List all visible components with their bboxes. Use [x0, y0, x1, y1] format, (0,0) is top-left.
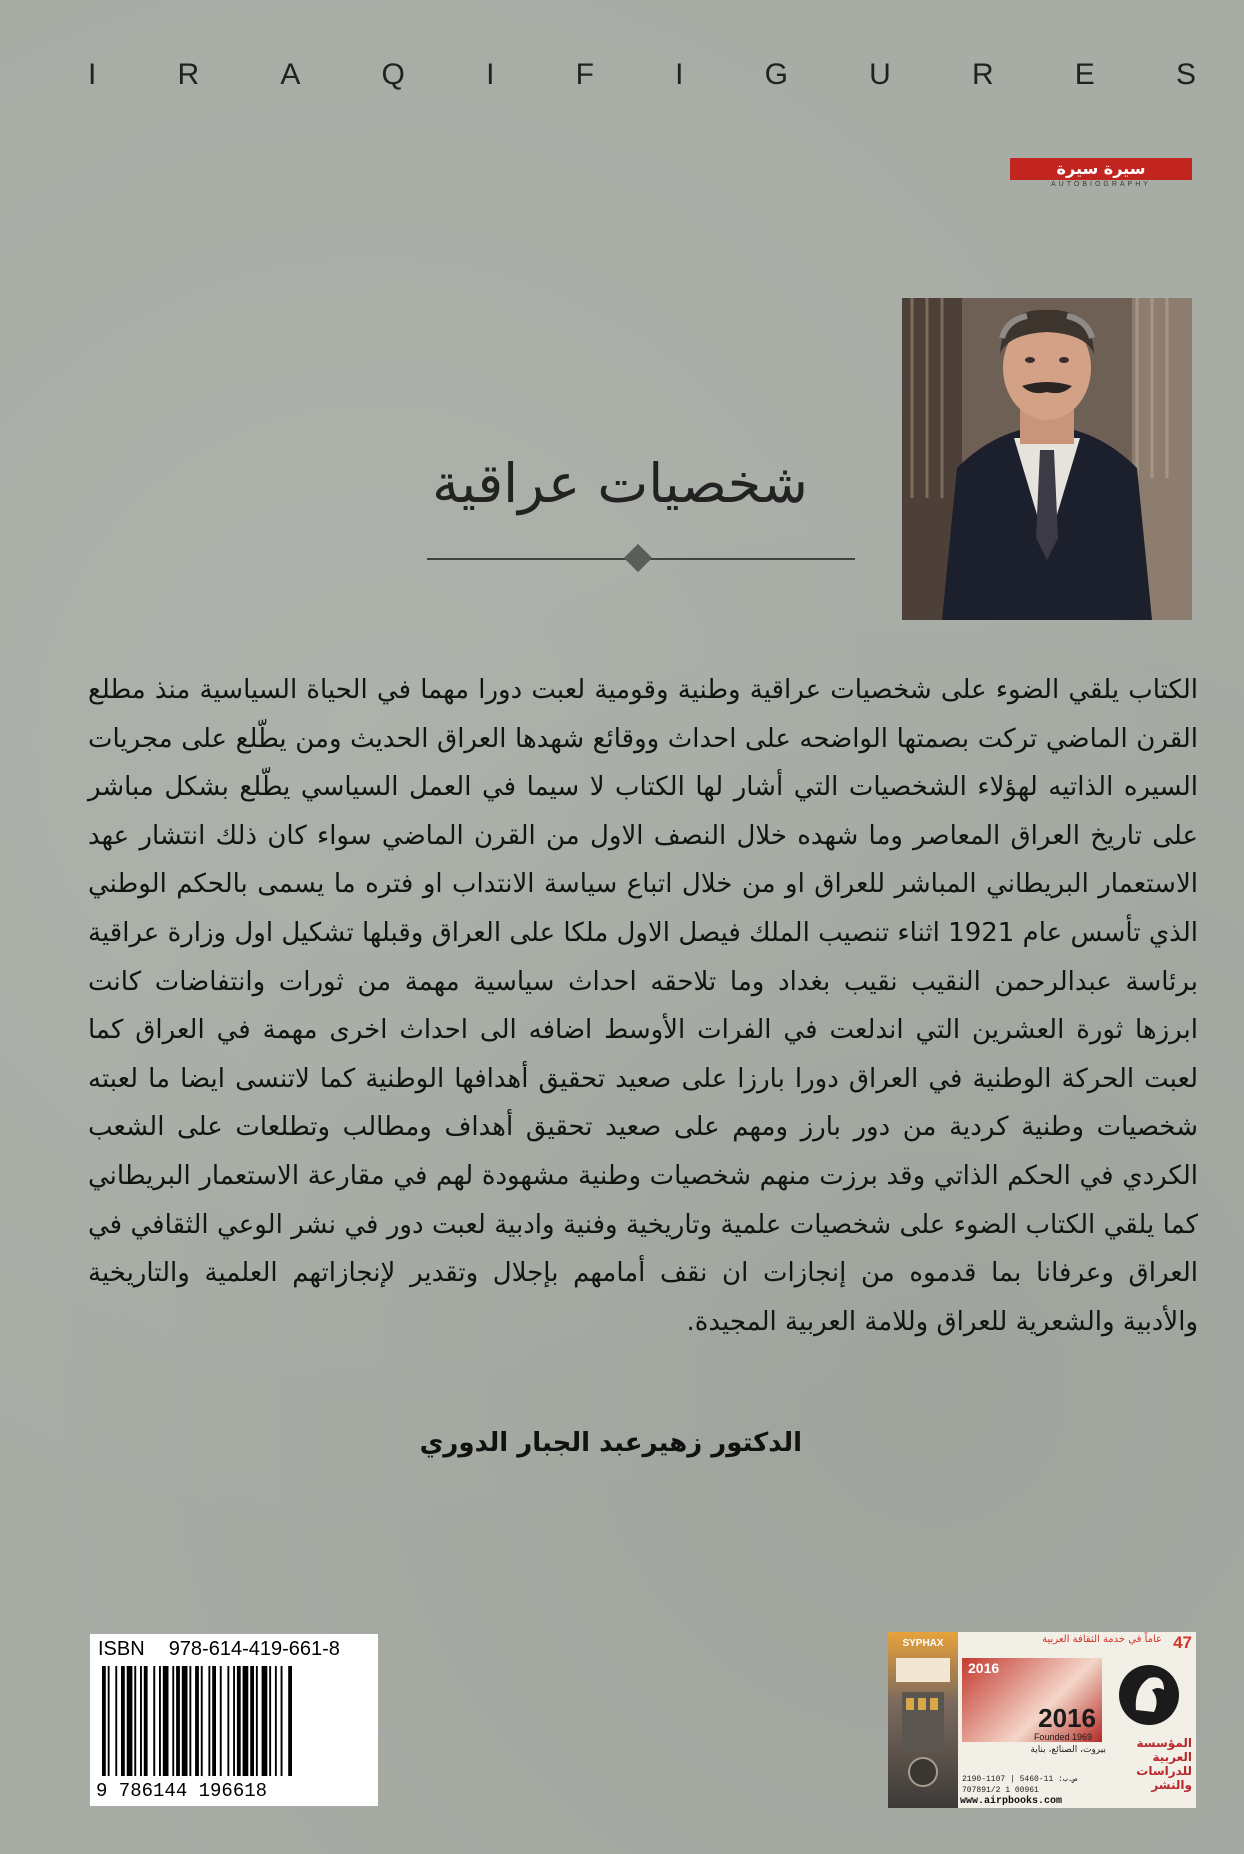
barcode-bar — [176, 1666, 180, 1776]
series-title — [88, 58, 1196, 92]
autobiography-logo — [1010, 158, 1192, 188]
isbn-barcode — [90, 1634, 378, 1806]
imprint-cover-icon — [888, 1632, 958, 1808]
publisher-phone: 2190-1107 ص.ب: 11-5460 | 00961 1 707891/2 — [962, 1775, 1078, 1795]
barcode-icon — [98, 1666, 370, 1778]
series-letter: R — [971, 58, 994, 91]
isbn-line — [98, 1638, 340, 1661]
blurb-author: الدكتور زهيرعبد الجبار الدوري — [419, 1428, 802, 1458]
badge-year-large: 2016 — [1038, 1703, 1096, 1733]
barcode-bar — [127, 1666, 133, 1776]
barcode-bar — [144, 1666, 148, 1776]
barcode-bar — [212, 1666, 216, 1776]
barcode-bar — [281, 1666, 283, 1776]
series-letter: S — [1175, 58, 1196, 91]
series-letter: Q — [381, 58, 405, 91]
publisher-website[interactable]: www.airpbooks.com — [960, 1796, 1063, 1807]
series-letter: A — [280, 58, 301, 91]
series-letter: G — [764, 58, 788, 91]
author-photo — [902, 298, 1192, 620]
barcode-bar — [201, 1666, 203, 1776]
syphax-label: SYPHAX — [902, 1638, 944, 1649]
barcode-bar — [108, 1666, 110, 1776]
barcode-bar — [121, 1666, 125, 1776]
barcode-bar — [269, 1666, 271, 1776]
barcode-bar — [243, 1666, 249, 1776]
barcode-bar — [102, 1666, 106, 1776]
isbn-label: ISBN — [98, 1638, 145, 1660]
syphax-imprint — [888, 1632, 958, 1808]
barcode-bar — [189, 1666, 191, 1776]
series-letter: I — [675, 58, 684, 91]
barcode-bar — [262, 1666, 268, 1776]
publisher-block — [888, 1632, 1196, 1808]
publisher-address: بيروت، الصنائع، بناية — [1030, 1745, 1106, 1755]
book-title: شخصيات عراقية — [432, 452, 808, 515]
series-letter: U — [869, 58, 891, 91]
barcode-bar — [237, 1666, 241, 1776]
barcode-bar — [256, 1666, 258, 1776]
barcode-bar — [163, 1666, 169, 1776]
barcode-bar — [182, 1666, 188, 1776]
blurb-text: الكتاب يلقي الضوء على شخصيات عراقية وطنية وقومية لعبت دورا مهما في الحياة السياسية منذ مطلع القرن الماضي تركت بصمتها الواضحه على احداث ووقائع شهدها العراق الحديث ومن يطّلع على مجريات السيره الذاتيه لهؤلاء الشخصيات التي أشار لها الكتاب لا سيما في العمل السياسي يطّلع بشكل مباشر على تاريخ العراق المعاصر وما شهده خلال النصف الاول من القرن الماضي سواء كان ذلك انتشار عهد الاستعمار البريطاني المباشر للعراق او من خلال اتباع سياسة الانتداب او فتره ما يسمى بالحكم الوطني الذي تأسس عام 1921 اثناء تنصيب الملك فيصل الاول ملكا على العراق وقبلها تشكيل اول وزارة عراقية برئاسة عبدالرحمن النقيب نقيب بغداد وما تلاحقه احداث سياسية مهمة من ثورات وانتفاضات كانت ابرزها ثورة العشرين التي اندلعت في الفرات الأوسط اضافه الى احداث اخرى مهمة في العراق كما لعبت الحركة الوطنية في العراق دورا بارزا على صعيد تحقيق أهدافها الوطنية كما لاتنسى ايضا ما لعبته شخصيات وطنية كردية من دور بارز ومهم على صعيد تحقيق أهداف ومطالب وتطلعات على الشعب الكردي في الحكم الذاتي وقد برزت منهم شخصيات وطنية مشهودة لهم في مقارعة الاستعمار البريطاني كما يلقي الكتاب الضوء على شخصيات علمية وتاريخية وفنية وادبية لعبت دور في نشر الوعي الثقافي في العراق وعرفانا بما قدموه من إنجازات ان نقف أمامهم بإجلال وتقدير لإنجازاتهم العلمية والتاريخية والأدبية والشعرية للعراق وللامة العربية المجيدة. — [88, 675, 1198, 1337]
barcode-bar — [140, 1666, 142, 1776]
barcode-bar — [172, 1666, 174, 1776]
barcode-bar — [159, 1666, 161, 1776]
barcode-bar — [250, 1666, 254, 1776]
barcode-bar — [275, 1666, 277, 1776]
publisher-name: المؤسسة العربية للدراسات والنشر — [1136, 1736, 1192, 1792]
series-letter: I — [88, 58, 97, 91]
anniversary-badge — [962, 1658, 1102, 1742]
diamond-ornament-icon — [624, 544, 652, 572]
publisher-emblem-icon — [1114, 1660, 1184, 1730]
series-letter: F — [575, 58, 594, 91]
barcode-bar — [288, 1666, 292, 1776]
series-letter: E — [1074, 58, 1095, 91]
barcode-digits: 9 786144 196618 — [96, 1780, 268, 1802]
isbn-number: 978-614-419-661-8 — [168, 1638, 340, 1660]
series-letter: R — [177, 58, 200, 91]
logo-subtext: AUTOBIOGRAPHY — [1051, 181, 1151, 188]
barcode-bar — [220, 1666, 222, 1776]
barcode-bar — [134, 1666, 136, 1776]
author-portrait-icon — [902, 298, 1192, 620]
logo-text: سيرة سيرة — [1010, 158, 1192, 180]
barcode-bar — [195, 1666, 199, 1776]
barcode-bar — [227, 1666, 229, 1776]
barcode-bar — [233, 1666, 235, 1776]
years-number: 47 — [1173, 1633, 1192, 1652]
badge-year-small: 2016 — [968, 1660, 1000, 1676]
publisher-tagline: عاماً في خدمة الثقافة العربية — [1042, 1634, 1162, 1645]
barcode-bar — [153, 1666, 155, 1776]
barcode-bar — [208, 1666, 210, 1776]
barcode-bar — [115, 1666, 117, 1776]
badge-caption: Founded 1969 — [1033, 1732, 1092, 1742]
series-letter: I — [486, 58, 495, 91]
